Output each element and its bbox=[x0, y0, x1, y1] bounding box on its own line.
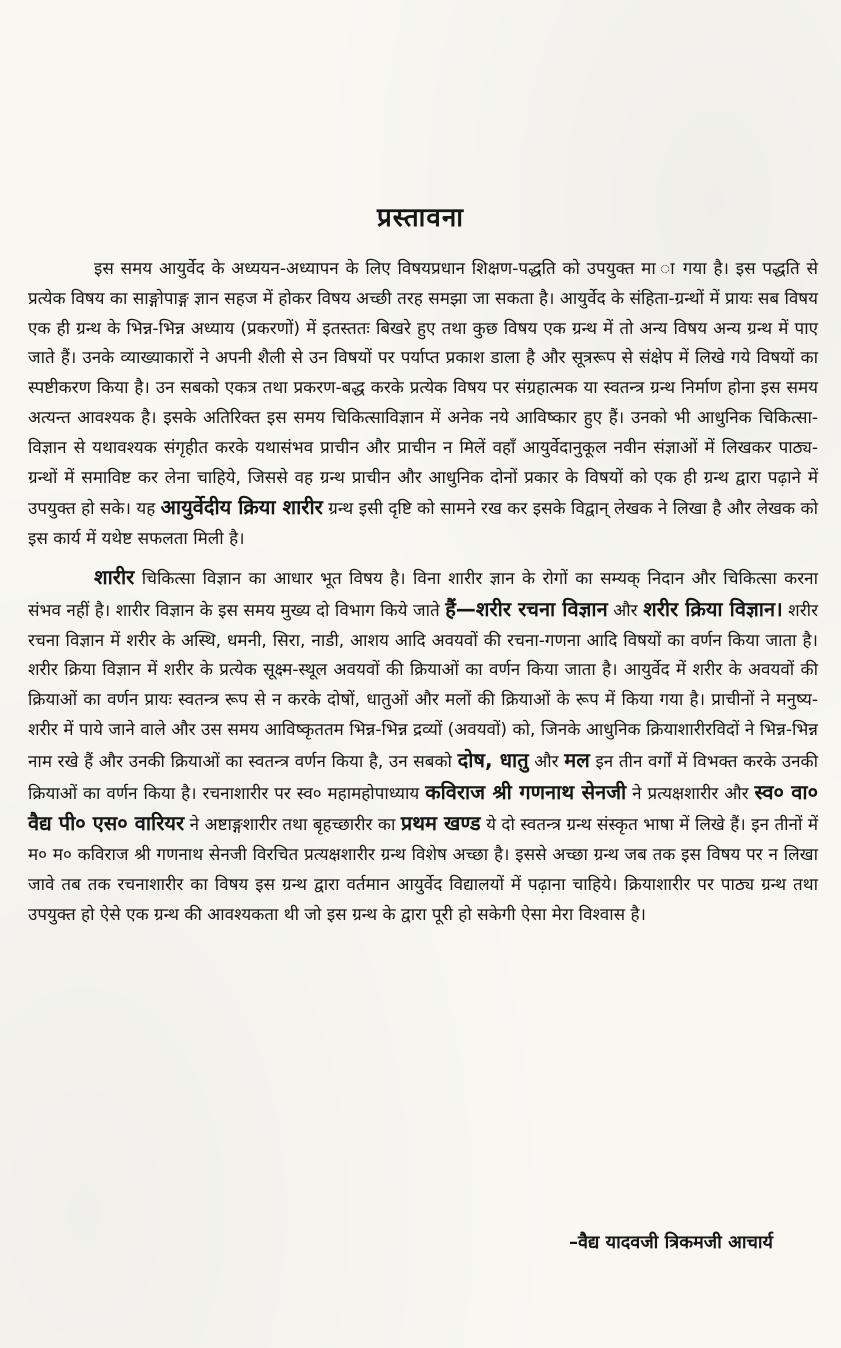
sharir-kriya-emphasis: शरीर क्रिया विज्ञान। bbox=[643, 596, 783, 621]
paragraph-1 bbox=[28, 255, 818, 555]
preface-body bbox=[28, 255, 818, 931]
gananath-sen-emphasis: कविराज श्री गणनाथ सेनजी bbox=[425, 779, 627, 804]
warrier-emphasis: स्व० वा० वैद्य पी० एस० वारियर bbox=[28, 779, 819, 836]
paragraph-2-text-6: ने प्रत्यक्षशारीर और bbox=[632, 783, 749, 804]
mala-emphasis: मल bbox=[564, 747, 590, 772]
paragraph-2-text-2: और bbox=[613, 600, 638, 621]
pratham-khand-emphasis: प्रथम खण्ड bbox=[400, 811, 481, 836]
dosha-dhatu-emphasis: दोष, धातु bbox=[457, 747, 529, 772]
page-title: प्रस्तावना bbox=[376, 203, 465, 233]
sharir-rachana-emphasis: हैं—शरीर रचना विज्ञान bbox=[445, 596, 608, 621]
sharir-emphasis: शारीर bbox=[94, 564, 135, 589]
paragraph-2-text-1: चिकित्सा विज्ञान का आधार भूत विषय है। विना शारीर ज्ञान के रोगों का सम्यक् निदान और चिकित्सा करना संभव नहीं है। शारीर विज्ञान के इस समय मुख्य दो विभाग किये जाते bbox=[28, 568, 818, 621]
paragraph-1-text-2: ग्रन्थ इसी दृष्टि को सामने रख कर इसके विद्वान् लेखक ने लिखा है और लेखक को इस कार्य में यथेष्ट सफलता मिली है। bbox=[28, 499, 819, 550]
paragraph-2-text-4: और bbox=[534, 751, 559, 772]
paragraph-2-text-5: इन तीन वर्गों में विभक्त करके उनकी क्रियाओं का वर्णन किया है। रचनाशारीर पर स्व० महामहोपाध्याय bbox=[28, 751, 819, 804]
paragraph-2-text-8: ये दो स्वतन्त्र ग्रन्थ संस्कृत भाषा में लिखे हैं। इन तीनों में म० म० कविराज श्री गणनाथ सेनजी विरचित प्रत्यक्षशारीर ग्रन्थ विशेष अच्छा है। इससे अच्छा ग्रन्थ जब तक इस विषय पर न लिखा जावे तब तक रचनाशारीर का विषय इस ग्रन्थ द्वारा वर्तमान आयुर्वेद विद्यालयों में पढ़ाना चाहिये। क्रियाशारीर पर पाठ्य ग्रन्थ तथा उपयुक्त हो ऐसे एक ग्रन्थ की आवश्यकता थी जो इस ग्रन्थ के द्वारा पूरी हो सकेगी ऐसा मेरा विश्वास है। bbox=[28, 815, 819, 925]
book-title-emphasis: आयुर्वेदीय क्रिया शारीर bbox=[160, 495, 323, 520]
paragraph-1-text-1: इस समय आयुर्वेद के अध्ययन-अध्यापन के लिए विषयप्रधान शिक्षण-पद्धति को उपयुक्त मा ा गया है। इस पद्धति से प्रत्येक विषय का साङ्गोपाङ्ग ज्ञान सहज में होकर विषय अच्छी तरह समझा जा सकता है। आयुर्वेद के संहिता-ग्रन्थों में प्रायः सब विषय एक ही ग्रन्थ के भिन्न-भिन्न अध्याय (प्रकरणों) में इतस्ततः बिखरे हुए तथा कुछ विषय एक ग्रन्थ में तो अन्य विषय अन्य ग्रन्थ में पाए जाते हैं। उनके व्याख्याकारों ने अपनी शैली से उन विषयों पर पर्याप्त प्रकाश डाला है और सूत्ररूप से संक्षेप में लिखे गये विषयों का स्पष्टीकरण किया है। उन सबको एकत्र तथा प्रकरण-बद्ध करके प्रत्येक विषय पर संग्रहात्मक या स्वतन्त्र ग्रन्थ निर्माण होना इस समय अत्यन्त आवश्यक है। इसके अतिरिक्त इस समय चिकित्साविज्ञान में अनेक नये आविष्कार हुए हैं। उनको भी आधुनिक चिकित्सा-विज्ञान से यथावश्यक संगृहीत करके यथासंभव प्राचीन और प्राचीन न मिलें वहाँ आयुर्वेदानुकूल नवीन संज्ञाओं में लिखकर पाठ्य-ग्रन्थों में समाविष्ट कर लेना चाहिये, जिससे वह ग्रन्थ प्राचीन और आधुनिक दोनों प्रकार के विषयों को एक ही ग्रन्थ द्वारा पढ़ाने में उपयुक्त हो सके। यह bbox=[28, 259, 818, 520]
author-signature: –वैद्य यादवजी त्रिकमजी आचार्य bbox=[569, 1232, 773, 1253]
paragraph-2-text-3: शरीर रचना विज्ञान में शरीर के अस्थि, धमनी, सिरा, नाडी, आशय आदि अवयवों की रचना-गणना आदि विषयों का वर्णन किया जाता है। शरीर क्रिया विज्ञान में शरीर के प्रत्येक सूक्ष्म-स्थूल अवयवों की क्रियाओं का वर्णन किया जाता है। आयुर्वेद में शरीर के अवयवों की क्रियाओं का वर्णन प्रायः स्वतन्त्र रूप से न करके दोषों, धातुओं और मलों की क्रियाओं के रूप में किया गया है। प्राचीनों ने मनुष्य-शरीर में पाये जाने वाले और उस समय आविष्कृततम भिन्न-भिन्न द्रव्यों (अवयवों) को, जिनके आधुनिक क्रियाशारीरविदों ने भिन्न-भिन्न नाम रखे हैं और उनकी क्रियाओं का स्वतन्त्र वर्णन किया है, उन सबको bbox=[28, 600, 819, 772]
paragraph-2 bbox=[28, 563, 818, 931]
paragraph-2-text-7: ने अष्टाङ्गशारीर तथा बृहच्छारीर का bbox=[189, 815, 396, 836]
